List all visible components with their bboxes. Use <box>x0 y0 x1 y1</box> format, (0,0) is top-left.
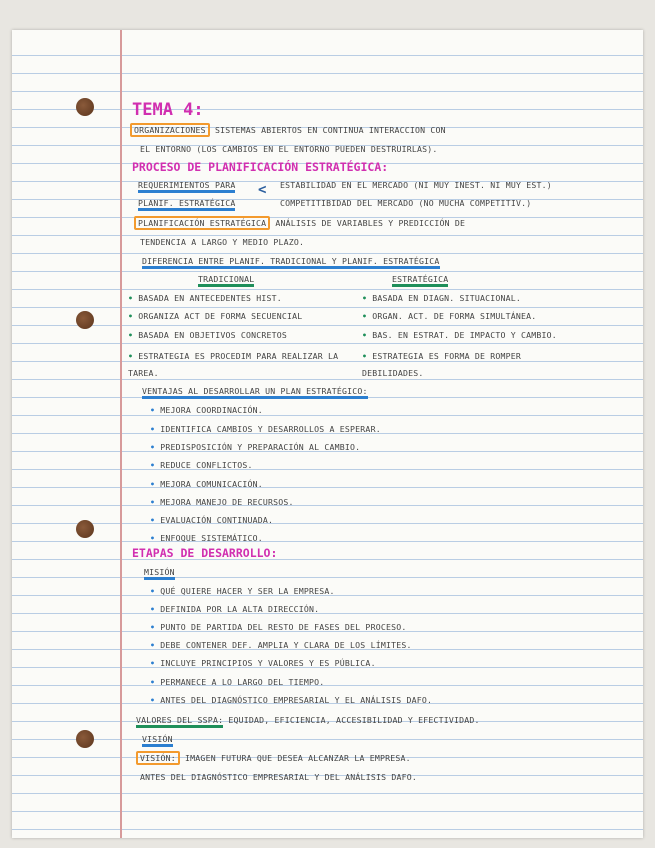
col-left-item: • BASADA EN ANTECEDENTES HIST. <box>128 293 282 303</box>
term-vision: VISIÓN: <box>136 751 180 765</box>
section-planificacion: PROCESO DE PLANIFICACIÓN ESTRATÉGICA: <box>132 160 389 174</box>
mision-heading: MISIÓN <box>144 567 175 577</box>
ventaja-item: • ENFOQUE SISTEMÁTICO. <box>150 533 263 543</box>
intro-line-1: ORGANIZACIONES SISTEMAS ABIERTOS EN CONTINUA INTERACCION CON <box>130 125 446 135</box>
col-right-item: • ORGAN. ACT. DE FORMA SIMULTÁNEA. <box>362 311 536 321</box>
mision-item: • DEBE CONTENER DEF. AMPLIA Y CLARA DE LOS LÍMITES. <box>150 640 412 650</box>
vision-line-1: VISIÓN: IMAGEN FUTURA QUE DESEA ALCANZAR LA EMPRESA. <box>136 753 411 763</box>
col-left-item: • ESTRATEGIA ES PROCEDIM PARA REALIZAR LA TAREA. <box>128 348 348 382</box>
requisito-competitividad: COMPETITIBIDAD DEL MERCADO (NO MUCHA COMPETITIV.) <box>280 198 532 208</box>
mision-item: • QUÉ QUIERE HACER Y SER LA EMPRESA. <box>150 586 335 596</box>
requisitos-label-2: PLANIF. ESTRATÉGICA <box>138 198 235 208</box>
col-right-item: • ESTRATEGIA ES FORMA DE ROMPER DEBILIDADES. <box>362 348 582 382</box>
valores-line: VALORES DEL SSPA: EQUIDAD, EFICIENCIA, ACCESIBILIDAD Y EFECTIVIDAD. <box>136 715 480 725</box>
mision-item: • ANTES DEL DIAGNÓSTICO EMPRESARIAL Y EL ANÁLISIS DAFO. <box>150 695 432 705</box>
section-etapas: ETAPAS DE DESARROLLO: <box>132 546 278 560</box>
ventaja-item: • PREDISPOSICIÓN Y PREPARACIÓN AL CAMBIO. <box>150 442 360 452</box>
requisitos-label-1: REQUERIMIENTOS PARA <box>138 180 235 190</box>
ventajas-heading: VENTAJAS AL DESARROLLAR UN PLAN ESTRATÉGICO: <box>142 386 368 396</box>
notebook-page <box>12 30 643 838</box>
ventaja-item: • MEJORA COORDINACIÓN. <box>150 405 263 415</box>
ventaja-item: • EVALUACIÓN CONTINUADA. <box>150 515 273 525</box>
punch-hole <box>76 520 94 538</box>
mision-item: • PUNTO DE PARTIDA DEL RESTO DE FASES DEL PROCESO. <box>150 622 406 632</box>
page-title: TEMA 4: <box>132 100 204 120</box>
mision-item: • PERMANECE A LO LARGO DEL TIEMPO. <box>150 677 324 687</box>
punch-hole <box>76 730 94 748</box>
punch-hole <box>76 98 94 116</box>
brace-arrow-icon: < <box>258 182 267 198</box>
mision-item: • INCLUYE PRINCIPIOS Y VALORES Y ES PÚBLICA. <box>150 658 376 668</box>
col-right-item: • BAS. EN ESTRAT. DE IMPACTO Y CAMBIO. <box>362 330 557 340</box>
term-planificacion: PLANIFICACIÓN ESTRATÉGICA <box>134 216 270 230</box>
intro-line-2: EL ENTORNO (LOS CAMBIOS EN EL ENTORNO PUEDEN DESTRUIRLAS). <box>140 144 438 154</box>
ventaja-item: • REDUCE CONFLICTOS. <box>150 460 253 470</box>
valores-label: VALORES DEL SSPA: <box>136 715 223 728</box>
vision-line-2: ANTES DEL DIAGNÓSTICO EMPRESARIAL Y DEL ANÁLISIS DAFO. <box>140 772 417 782</box>
ventaja-item: • IDENTIFICA CAMBIOS Y DESARROLLOS A ESPERAR. <box>150 424 381 434</box>
col-right-item: • BASADA EN DIAGN. SITUACIONAL. <box>362 293 521 303</box>
planif-line-1: PLANIFICACIÓN ESTRATÉGICA ANÁLISIS DE VARIABLES Y PREDICCIÓN DE <box>134 218 465 228</box>
ventaja-item: • MEJORA MANEJO DE RECURSOS. <box>150 497 294 507</box>
requisito-estabilidad: ESTABILIDAD EN EL MERCADO (NI MUY INEST. NI MUY EST.) <box>280 180 552 190</box>
diferencia-heading: DIFERENCIA ENTRE PLANIF. TRADICIONAL Y PLANIF. ESTRATÉGICA <box>142 256 440 266</box>
col-right-header: ESTRATÉGICA <box>392 274 448 284</box>
ventaja-item: • MEJORA COMUNICACIÓN. <box>150 479 263 489</box>
punch-hole <box>76 311 94 329</box>
planif-line-2: TENDENCIA A LARGO Y MEDIO PLAZO. <box>140 237 305 247</box>
vision-heading: VISIÓN <box>142 734 173 744</box>
col-left-header: TRADICIONAL <box>198 274 254 284</box>
col-left-item: • ORGANIZA ACT DE FORMA SECUENCIAL <box>128 311 302 321</box>
term-organizaciones: ORGANIZACIONES <box>130 123 210 137</box>
col-left-item: • BASADA EN OBJETIVOS CONCRETOS <box>128 330 287 340</box>
mision-item: • DEFINIDA POR LA ALTA DIRECCIÓN. <box>150 604 319 614</box>
